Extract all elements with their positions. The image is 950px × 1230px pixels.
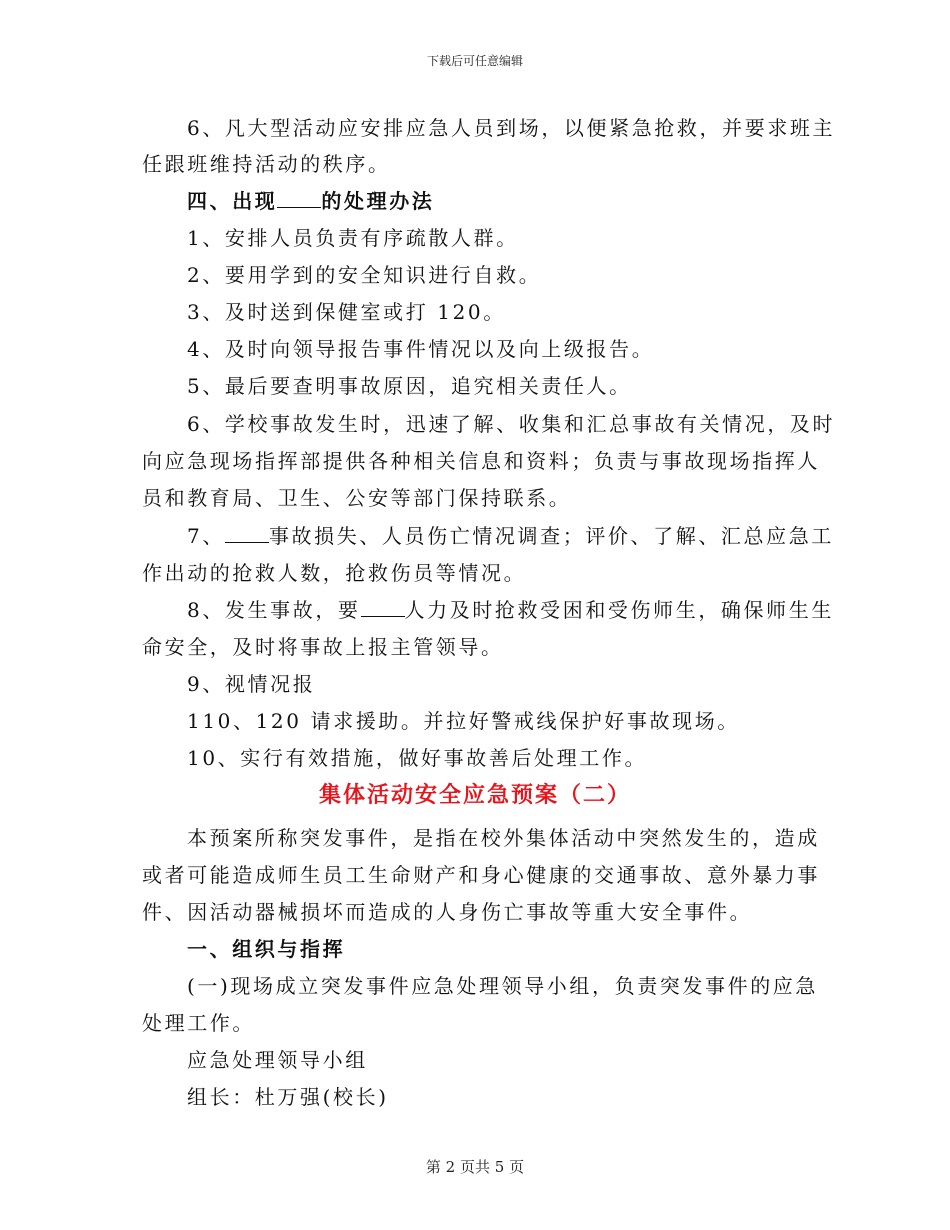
list-item: 10、实行有效措施，做好事故善后处理工作。 <box>187 746 648 770</box>
page-header: 下载后可任意编辑 <box>426 54 523 68</box>
item-suffix: 事故损失、人员伤亡情况调查；评价、了解、汇总应急工 <box>268 524 834 548</box>
text-line: 员和教育局、卫生、公安等部门保持联系。 <box>142 486 572 510</box>
paragraph-line: 或者可能造成师生员工生命财产和身心健康的交通事故、意外暴力事 <box>142 863 820 887</box>
text-line: 任跟班维持活动的秩序。 <box>142 152 391 176</box>
paragraph-line: 应急处理领导小组 <box>187 1048 368 1072</box>
text-line: 作出动的抢救人数，抢救伤员等情况。 <box>142 561 527 585</box>
item-prefix: 8、发生事故，要 <box>187 598 361 622</box>
paragraph-line: 件、因活动器械损坏而造成的人身伤亡事故等重大安全事件。 <box>142 900 753 924</box>
list-item: 3、及时送到保健室或打 120。 <box>187 300 506 324</box>
fill-blank <box>225 522 269 543</box>
paragraph-line: (一)现场成立突发事件应急处理领导小组，负责突发事件的应急 <box>187 974 819 998</box>
heading-suffix: 的处理办法 <box>321 189 435 213</box>
text-line: 110、120 请求援助。并拉好警戒线保护好事故现场。 <box>187 709 740 733</box>
section-heading-1: 一、组织与指挥 <box>187 937 346 961</box>
page-footer: 第 2 页共 5 页 <box>425 1158 525 1176</box>
paragraph-line: 本预案所称突发事件，是指在校外集体活动中突然发生的，造成 <box>187 826 820 850</box>
fill-blank <box>361 596 405 617</box>
list-item: 6、学校事故发生时，迅速了解、收集和汇总事故有关情况，及时 <box>187 412 836 436</box>
document-title: 集体活动安全应急预案（二） <box>318 782 631 808</box>
list-item: 2、要用学到的安全知识进行自救。 <box>187 263 542 287</box>
text-line: 向应急现场指挥部提供各种相关信息和资料；负责与事故现场指挥人 <box>142 449 820 473</box>
list-item <box>187 596 834 624</box>
text-line: 命安全，及时将事故上报主管领导。 <box>142 635 504 659</box>
paragraph-line: 处理工作。 <box>142 1011 255 1035</box>
list-item: 9、视情况报 <box>187 672 316 696</box>
section-heading-4 <box>187 187 434 215</box>
list-item: 4、及时向领导报告事件情况以及向上级报告。 <box>187 337 655 361</box>
heading-prefix: 四、出现 <box>187 189 278 213</box>
item-prefix: 7、 <box>187 524 225 548</box>
text-line: 6、凡大型活动应安排应急人员到场，以便紧急抢救，并要求班主 <box>187 116 836 140</box>
list-item: 1、安排人员负责有序疏散人群。 <box>187 226 519 250</box>
list-item <box>187 522 834 550</box>
item-suffix: 人力及时抢救受困和受伤师生，确保师生生 <box>404 598 834 622</box>
list-item: 5、最后要查明事故原因，追究相关责任人。 <box>187 374 632 398</box>
fill-blank <box>277 187 321 208</box>
paragraph-line: 组长：杜万强(校长) <box>187 1085 389 1109</box>
